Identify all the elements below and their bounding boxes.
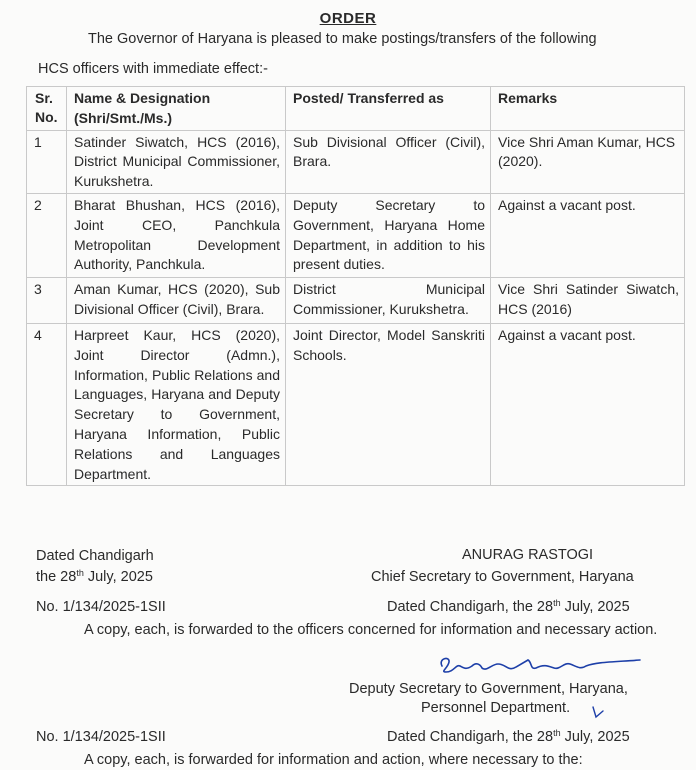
- endorsement-1-number: No. 1/134/2025-1SII: [36, 599, 166, 615]
- row-remarks: Against a vacant post.: [491, 323, 685, 485]
- header-name-designation: Name & Designation (Shri/Smt./Ms.): [67, 87, 286, 131]
- row-name: Bharat Bhushan, HCS (2016), Joint CEO, Panchkula Metropolitan Development Authority, Panchkula.: [67, 193, 286, 277]
- header-posted: Posted/ Transferred as: [286, 87, 491, 131]
- row-posted: Sub Divisional Officer (Civil), Brara.: [286, 130, 491, 193]
- table-row: [27, 277, 685, 323]
- row-posted: Joint Director, Model Sanskriti Schools.: [286, 323, 491, 485]
- table-row: [27, 193, 685, 277]
- row-remarks: Vice Shri Satinder Siwatch, HCS (2016): [491, 277, 685, 323]
- row-sr: 3: [27, 277, 67, 323]
- deputy-designation: Deputy Secretary to Government, Haryana,: [349, 681, 628, 697]
- row-posted: District Municipal Commissioner, Kurukshetra.: [286, 277, 491, 323]
- endorsement-2-text: A copy, each, is forwarded for information and action, where necessary to the:: [84, 752, 583, 768]
- row-name: Aman Kumar, HCS (2020), Sub Divisional Officer (Civil), Brara.: [67, 277, 286, 323]
- endorsement-2-date: Dated Chandigarh, the 28th July, 2025: [387, 728, 630, 745]
- row-name: Harpreet Kaur, HCS (2020), Joint Director (Admn.), Information, Public Relations and Languages, Haryana and Deputy Secretary to Government, Haryana Information, Public Relations and Languages Department.: [67, 323, 286, 485]
- table-header-row: [27, 87, 685, 131]
- deputy-department: Personnel Department.: [421, 700, 571, 716]
- row-sr: 4: [27, 323, 67, 485]
- row-remarks: Against a vacant post.: [491, 193, 685, 277]
- dated-date: the 28th July, 2025: [36, 568, 153, 585]
- row-name: Satinder Siwatch, HCS (2016), District Municipal Commissioner, Kurukshetra.: [67, 130, 286, 193]
- header-remarks: Remarks: [491, 87, 685, 131]
- intro-line-2: HCS officers with immediate effect:-: [38, 61, 268, 77]
- table-row: [27, 130, 685, 193]
- postings-table: [26, 86, 685, 486]
- signatory-name: ANURAG RASTOGI: [462, 547, 594, 563]
- table-row: [27, 323, 685, 485]
- row-sr: 2: [27, 193, 67, 277]
- row-remarks: Vice Shri Aman Kumar, HCS (2020).: [491, 130, 685, 193]
- initial-mark: [590, 705, 606, 719]
- endorsement-1-date: Dated Chandigarh, the 28th July, 2025: [387, 598, 630, 615]
- intro-line-1: The Governor of Haryana is pleased to make postings/transfers of the following: [88, 31, 597, 47]
- document-title: ORDER: [319, 10, 377, 27]
- header-sr-no: Sr. No.: [27, 87, 67, 131]
- deputy-signature: [436, 650, 646, 678]
- row-posted: Deputy Secretary to Government, Haryana Home Department, in addition to his present duties.: [286, 193, 491, 277]
- endorsement-2-number: No. 1/134/2025-1SII: [36, 729, 166, 745]
- signatory-designation: Chief Secretary to Government, Haryana: [371, 569, 634, 585]
- endorsement-1-text: A copy, each, is forwarded to the officers concerned for information and necessary action.: [84, 622, 658, 638]
- dated-place: Dated Chandigarh: [36, 548, 154, 564]
- row-sr: 1: [27, 130, 67, 193]
